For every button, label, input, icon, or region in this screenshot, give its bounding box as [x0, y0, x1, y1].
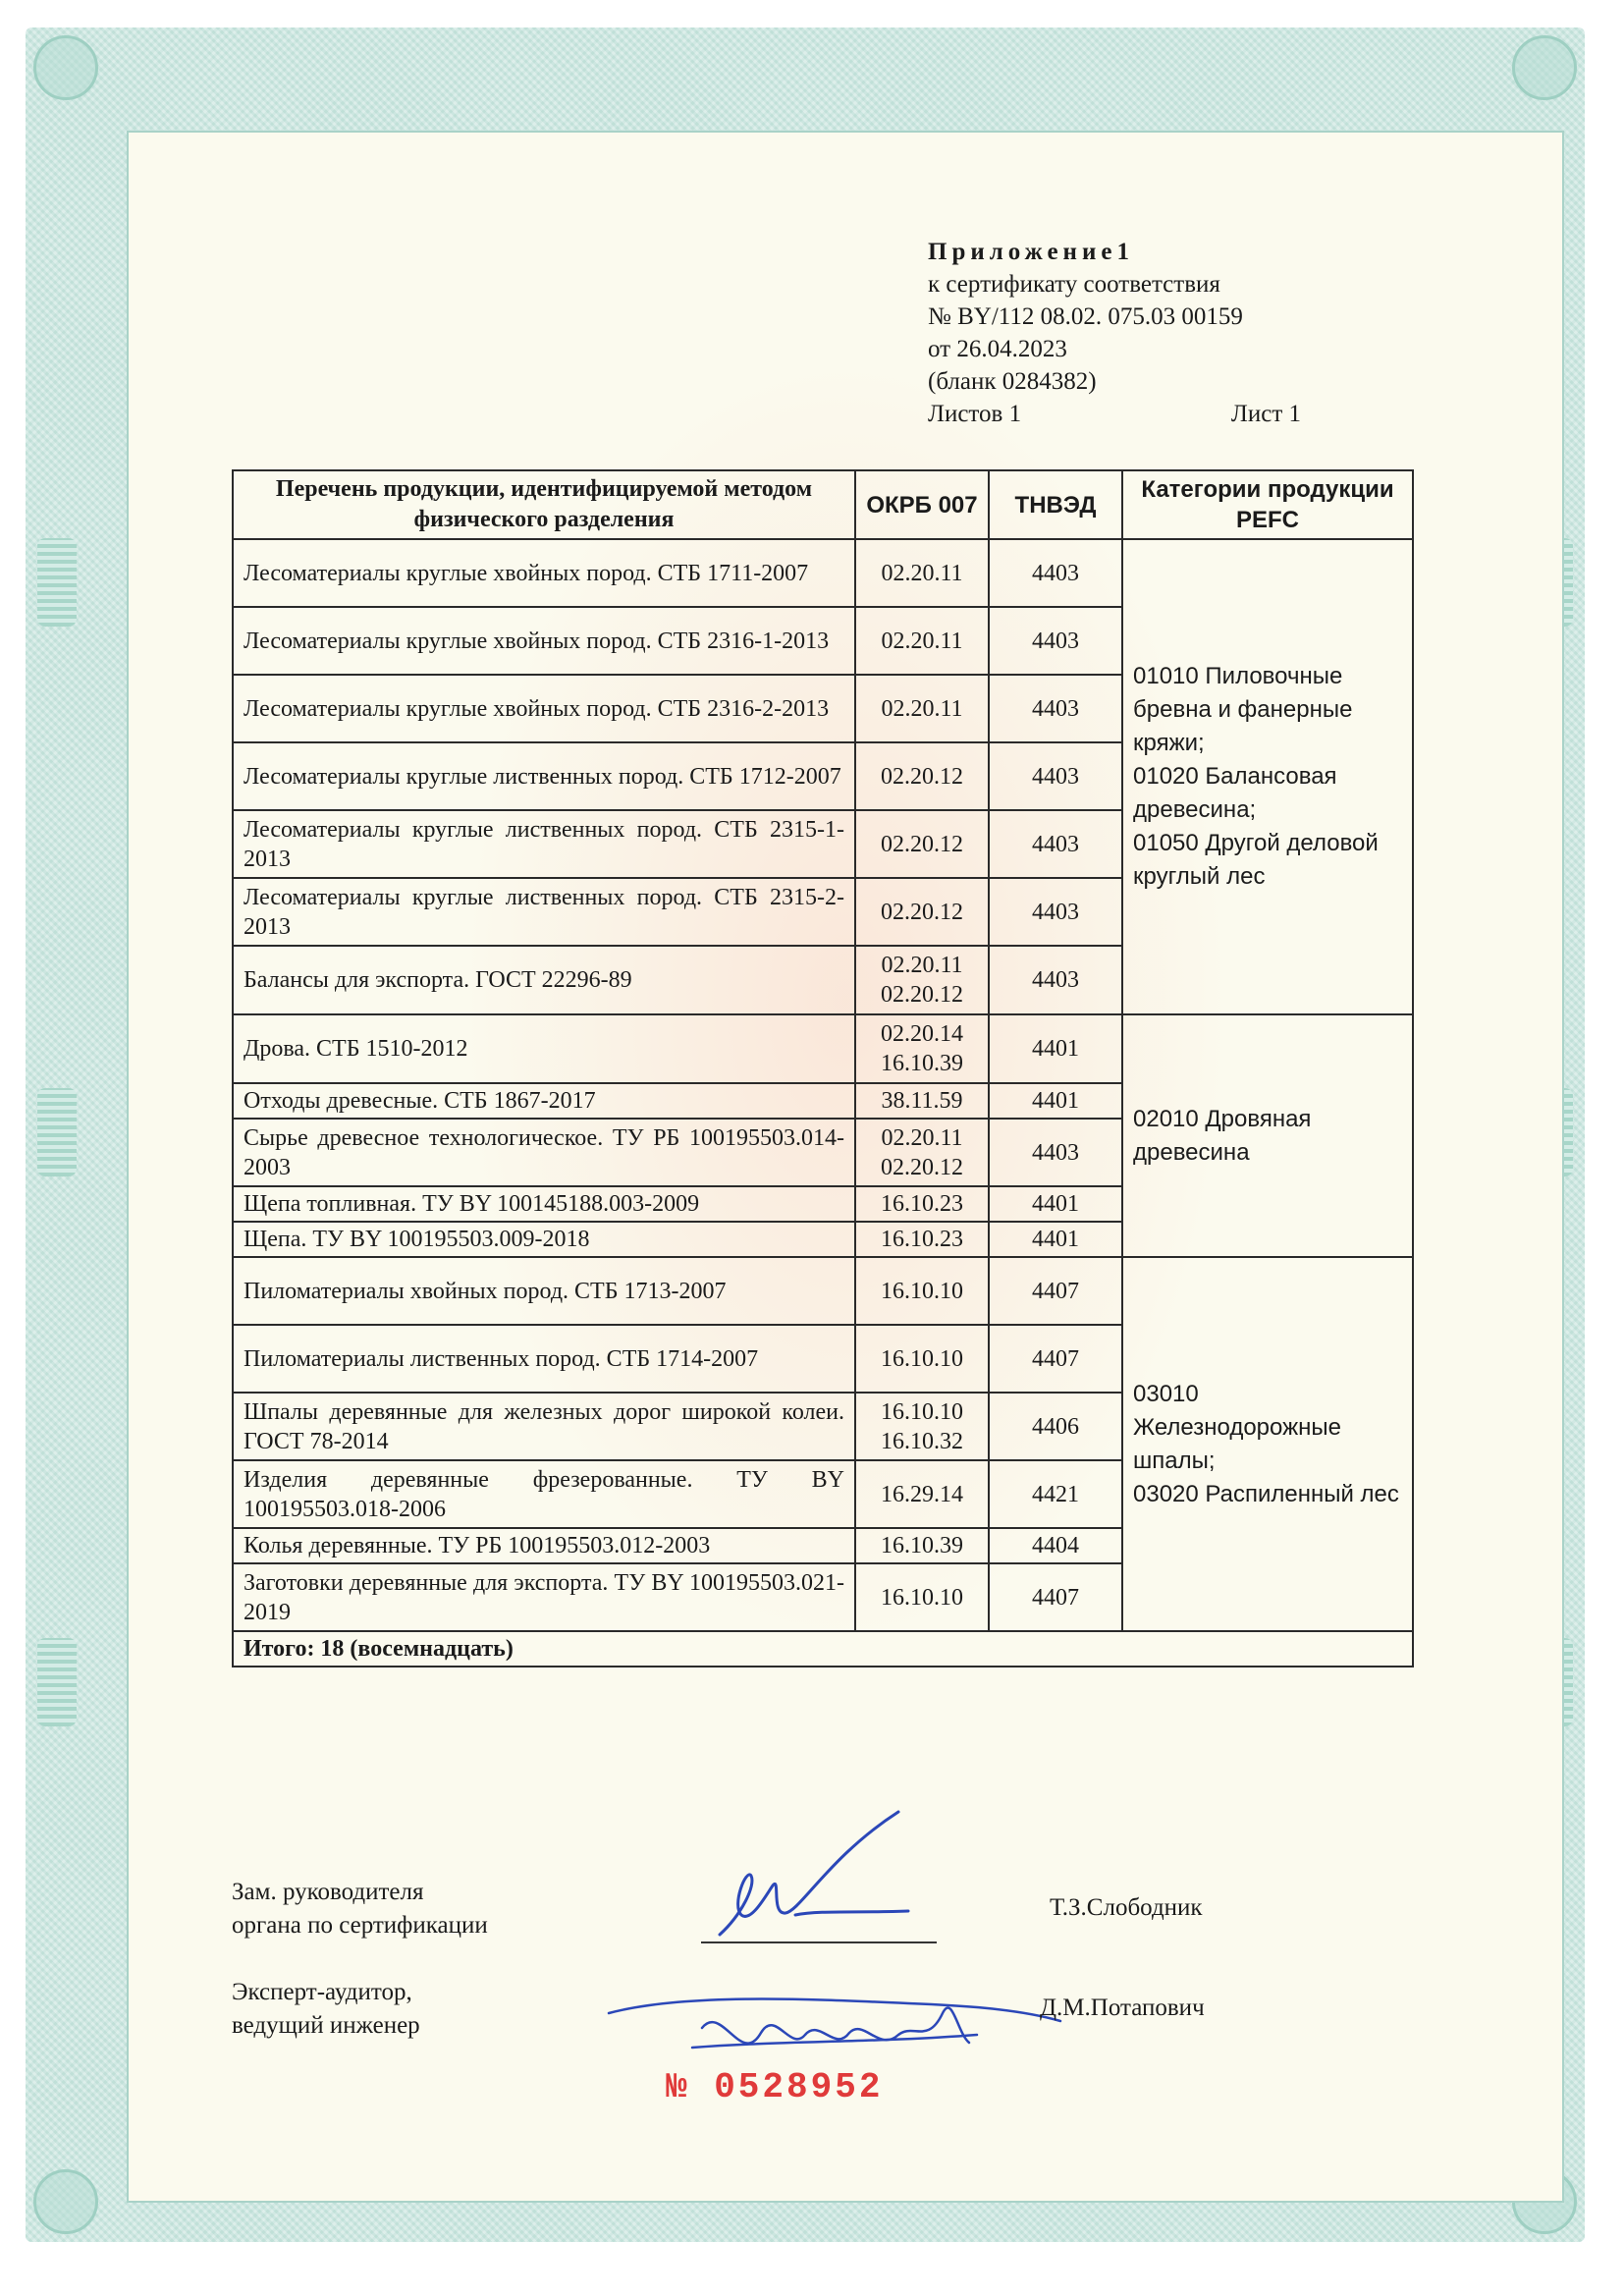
row-okrb: 02.20.11 [855, 675, 989, 742]
corner-ornament-bottom-left [33, 2169, 98, 2234]
row-tnved: 4401 [989, 1083, 1122, 1119]
header-product: Перечень продукции, идентифицируемой методом физического разделения [233, 470, 855, 539]
row-name: Лесоматериалы круглые лиственных пород. СТБ 2315-1-2013 [233, 810, 855, 878]
row-tnved: 4407 [989, 1563, 1122, 1631]
row-okrb: 02.20.11 [855, 539, 989, 607]
table-header-row [233, 470, 1413, 539]
row-name: Лесоматериалы круглые лиственных пород. СТБ 2315-2-2013 [233, 878, 855, 946]
row-tnved: 4403 [989, 946, 1122, 1014]
appendix-title: Приложение1 [928, 239, 1134, 265]
sheets-count: Листов 1 [928, 401, 1022, 427]
category-item: 01050 Другой деловой круглый лес [1133, 830, 1379, 890]
category-group-1 [1122, 539, 1413, 1014]
signatory-2-role-line-2: ведущий инженер [232, 2012, 420, 2039]
signature-1-stroke [720, 1812, 898, 1935]
signature-1 [712, 1807, 938, 1944]
category-item: 01010 Пиловочные бревна и фанерные кряжи; [1133, 663, 1353, 756]
category-item: 03010 Железнодорожные шпалы; [1133, 1380, 1342, 1474]
row-tnved: 4407 [989, 1325, 1122, 1393]
okrb-code: 16.10.39 [881, 1051, 963, 1076]
row-okrb: 02.20.12 [855, 742, 989, 810]
row-tnved: 4404 [989, 1528, 1122, 1563]
row-okrb: 16.10.23 [855, 1186, 989, 1222]
row-name: Заготовки деревянные для экспорта. ТУ BY 100195503.021-2019 [233, 1563, 855, 1631]
signatory-1-role-line-2: органа по сертификации [232, 1912, 488, 1939]
category-item: 01020 Балансовая древесина; [1133, 763, 1337, 823]
row-name: Лесоматериалы круглые хвойных пород. СТБ 2316-1-2013 [233, 607, 855, 675]
category-group-2 [1122, 1014, 1413, 1257]
side-ornament-left-3 [37, 1638, 77, 1726]
total-count: Итого: 18 (восемнадцать) [233, 1631, 1413, 1667]
row-okrb [855, 946, 989, 1014]
row-tnved: 4403 [989, 810, 1122, 878]
row-name: Колья деревянные. ТУ РБ 100195503.012-2003 [233, 1528, 855, 1563]
row-tnved: 4421 [989, 1460, 1122, 1528]
row-okrb: 16.10.10 [855, 1563, 989, 1631]
row-name: Шпалы деревянные для железных дорог широкой колеи. ГОСТ 78-2014 [233, 1393, 855, 1460]
row-name: Дрова. СТБ 1510-2012 [233, 1014, 855, 1083]
row-okrb: 02.20.11 [855, 607, 989, 675]
row-tnved: 4403 [989, 539, 1122, 607]
signature-1-underline [795, 1911, 908, 1915]
signatory-2-role-line-1: Эксперт-аудитор, [232, 1979, 412, 2005]
row-name: Изделия деревянные фрезерованные. ТУ BY 100195503.018-2006 [233, 1460, 855, 1528]
row-tnved: 4401 [989, 1014, 1122, 1083]
row-tnved: 4406 [989, 1393, 1122, 1460]
row-name: Щепа топливная. ТУ BY 100145188.003-2009 [233, 1186, 855, 1222]
row-okrb: 16.10.23 [855, 1222, 989, 1257]
category-group-3 [1122, 1257, 1413, 1631]
row-okrb: 16.29.14 [855, 1460, 989, 1528]
table-row [233, 539, 1413, 607]
row-tnved: 4403 [989, 1119, 1122, 1186]
row-okrb [855, 1393, 989, 1460]
signature-2-stroke [609, 1999, 1060, 2021]
header-okrb: ОКРБ 007 [855, 470, 989, 539]
blank-serial-number: № 0528952 [666, 2067, 884, 2107]
signatory-2-role [232, 1976, 420, 2043]
sheet-number: Лист 1 [1230, 401, 1301, 427]
category-item: 02010 Дровяная древесина [1133, 1105, 1312, 1166]
row-okrb: 02.20.12 [855, 810, 989, 878]
row-name: Щепа. ТУ BY 100195503.009-2018 [233, 1222, 855, 1257]
row-okrb: 16.10.10 [855, 1325, 989, 1393]
row-name: Лесоматериалы круглые хвойных пород. СТБ 2316-2-2013 [233, 675, 855, 742]
appendix-header [928, 236, 1301, 430]
okrb-code: 02.20.11 [881, 953, 963, 978]
table-row [233, 1257, 1413, 1325]
corner-ornament-top-left [33, 35, 98, 100]
products-table [232, 469, 1414, 1667]
row-name: Пиломатериалы хвойных пород. СТБ 1713-2007 [233, 1257, 855, 1325]
row-okrb: 16.10.10 [855, 1257, 989, 1325]
row-tnved: 4403 [989, 742, 1122, 810]
row-name: Лесоматериалы круглые лиственных пород. СТБ 1712-2007 [233, 742, 855, 810]
row-tnved: 4401 [989, 1186, 1122, 1222]
corner-ornament-top-right [1512, 35, 1577, 100]
okrb-code: 02.20.14 [881, 1021, 963, 1047]
header-tnved: ТНВЭД [989, 470, 1122, 539]
row-tnved: 4401 [989, 1222, 1122, 1257]
row-name: Балансы для экспорта. ГОСТ 22296-89 [233, 946, 855, 1014]
row-tnved: 4403 [989, 878, 1122, 946]
row-okrb [855, 1014, 989, 1083]
category-item: 03020 Распиленный лес [1133, 1480, 1399, 1507]
side-ornament-left-2 [37, 1088, 77, 1176]
appendix-line-1: к сертификату соответствия [928, 271, 1220, 298]
row-name: Отходы древесные. СТБ 1867-2017 [233, 1083, 855, 1119]
certificate-date: от 26.04.2023 [928, 336, 1067, 362]
row-name: Пиломатериалы лиственных пород. СТБ 1714-2007 [233, 1325, 855, 1393]
signature-2 [604, 1974, 1065, 2072]
row-okrb [855, 1119, 989, 1186]
side-ornament-left-1 [37, 538, 77, 627]
signatory-1-name: Т.З.Слободник [1050, 1894, 1203, 1921]
blank-number: (бланк 0284382) [928, 368, 1097, 395]
signatory-1-role-line-1: Зам. руководителя [232, 1879, 424, 1905]
okrb-code: 02.20.12 [881, 1154, 963, 1180]
okrb-code: 16.10.32 [881, 1428, 963, 1454]
table-total-row [233, 1631, 1413, 1667]
row-name: Лесоматериалы круглые хвойных пород. СТБ 1711-2007 [233, 539, 855, 607]
certificate-number: № BY/112 08.02. 075.03 00159 [928, 303, 1243, 330]
okrb-code: 02.20.12 [881, 982, 963, 1008]
okrb-code: 02.20.11 [881, 1124, 963, 1151]
row-okrb: 38.11.59 [855, 1083, 989, 1119]
okrb-code: 16.10.10 [881, 1398, 963, 1425]
row-okrb: 16.10.39 [855, 1528, 989, 1563]
signatory-2-name: Д.М.Потапович [1040, 1995, 1205, 2021]
row-name: Сырье древесное технологическое. ТУ РБ 100195503.014-2003 [233, 1119, 855, 1186]
row-tnved: 4403 [989, 607, 1122, 675]
signatory-1-role [232, 1876, 488, 1942]
table-row [233, 1014, 1413, 1083]
sheet-info [928, 398, 1301, 430]
row-tnved: 4403 [989, 675, 1122, 742]
row-okrb: 02.20.12 [855, 878, 989, 946]
header-category: Категории продукции PEFC [1122, 470, 1413, 539]
row-tnved: 4407 [989, 1257, 1122, 1325]
